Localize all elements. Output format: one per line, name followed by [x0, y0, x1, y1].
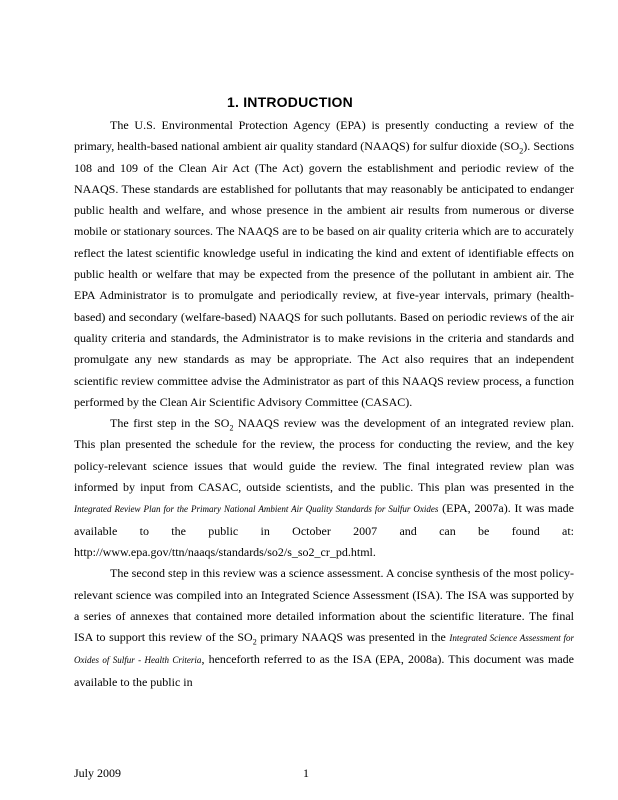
paragraph: [74, 563, 574, 693]
text-run: , henceforth referred to as the ISA (EPA, 2008a). This document was made available to the public in: [74, 652, 574, 689]
text-run: The U.S. Environmental Protection Agency (EPA) is presently conducting a review of the primary, health-based national ambient air quality standard (NAAQS) for sulfur dioxide (SO: [74, 118, 574, 154]
text-run: NAAQS review was the development of an integrated review plan. This plan presented the schedule for the review, the process for conducting the review, and the key policy-relevant science issues that would guide the review. The final integrated review plan was informed by input from CASAC, outside scientists, and the public. This plan was presented in the: [74, 416, 574, 495]
paragraph: [74, 413, 574, 563]
body-text: [74, 115, 574, 693]
document-title-citation: Integrated Science Assessment for Oxides of Sulfur - Health Criteria: [74, 633, 574, 666]
text-run: primary NAAQS was presented in the: [256, 630, 450, 645]
subscript: 2: [519, 146, 524, 156]
text-run: The first step in the SO: [110, 416, 230, 431]
paragraph: [74, 115, 574, 413]
text-run: (EPA, 2007a). It was made available to the public in October 2007 and can be found at: http://www.epa.gov/ttn/naaqs/standards/so2/s_so2_cr_pd.html.: [74, 501, 574, 559]
subscript: 2: [229, 423, 234, 433]
text-run: ). Sections 108 and 109 of the Clean Air Act (The Act) govern the establishment and periodic review of the NAAQS. These standards are established for pollutants that may reasonably be anticipated to endanger public health and welfare, and whose presence in the ambient air results from numerous or diverse mobile or stationary sources. The NAAQS are to be based on air quality criteria which are to accurately reflect the latest scientific knowledge useful in indicating the kind and extent of identifiable effects on public health or welfare that may be expected from the presence of the pollutant in ambient air. The EPA Administrator is to promulgate and periodically review, at five-year intervals, primary (health-based) and secondary (welfare-based) NAAQS for such pollutants. Based on periodic reviews of the air quality criteria and standards, the Administrator is to make revisions in the criteria and standards and promulgate any new standards as may be appropriate. The Act also requires that an independent scientific review committee advise the Administrator as part of this NAAQS review process, a function performed by the Clean Air Scientific Advisory Committee (CASAC).: [74, 139, 574, 409]
section-heading: 1. INTRODUCTION: [227, 94, 353, 110]
text-run: The second step in this review was a science assessment. A concise synthesis of the most policy-relevant science was compiled into an Integrated Science Assessment (ISA). The ISA was supported by a series of annexes that contained more detailed information about the scientific literature. The final ISA to support this review of the SO: [74, 566, 574, 645]
footer-date: July 2009: [74, 766, 122, 780]
subscript: 2: [252, 637, 257, 647]
document-title-citation: Integrated Review Plan for the Primary National Ambient Air Quality Standards for Sulfur Oxides: [74, 504, 439, 515]
footer-page-number: 1: [303, 766, 309, 780]
